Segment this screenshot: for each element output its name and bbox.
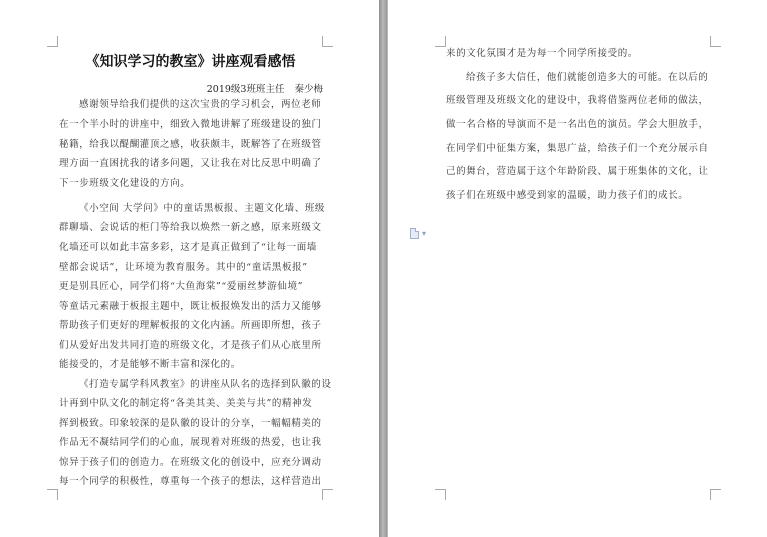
body-line: 帮助孩子们更好的理解板报的文化内涵。所画即所想，孩子 [59,320,322,331]
dropdown-arrow-icon[interactable]: ▾ [422,229,427,238]
body-line: 《打造专属学科风教室》的讲座从队名的选择到队徽的设 [79,379,332,390]
body-line: 们从爱好出发共同打造的班级文化，才是孩子们从心底里所 [59,340,322,351]
body-line: 给孩子多大信任，他们就能创造多大的可能。在以后的 [466,72,709,83]
body-line: 化墙还可以如此丰富多彩，这才是真正做到了“让每一面墙 [59,242,317,253]
body-line: 在同学们中征集方案，集思广益，给孩子们一个充分展示自 [446,143,709,154]
document-title: 《知识学习的教室》讲座观看感悟 [85,54,296,70]
body-line: 在一个半小时的讲座中，细致入微地讲解了班级建设的独门 [59,119,322,130]
body-line: 做一名合格的导演而不是一名出色的演员。学会大胆放手， [446,119,709,130]
document-page-left [0,0,379,537]
body-line: 惊异于孩子们的创造力。在班级文化的创设中，应充分调动 [59,457,322,468]
body-line: 能接受的，才是能够不断丰富和深化的。 [59,359,241,370]
body-line: 己的舞台，营造属于这个年龄阶段、属于班集体的文化，让 [446,166,709,177]
byline-author: 秦少梅 [294,84,323,95]
margin-corner-top-left [47,36,58,47]
body-line: 群聊墙、会说话的柜门等给我以焕然一新之感，原来班级文 [59,222,322,233]
margin-corner-bottom-left [435,489,446,500]
body-line: 理方面一直困扰我的诸多问题，又让我在对比反思中明确了 [59,158,322,169]
body-line: 孩子们在班级中感受到家的温暖，助力孩子们的成长。 [446,190,689,201]
margin-corner-top-right [710,36,721,47]
body-line: 每一个同学的积极性，尊重每一个孩子的想法，这样营造出 [59,476,322,487]
margin-corner-bottom-left [47,489,58,500]
body-line: 等童话元素融于板报主题中，既让板报焕发出的活力又能够 [59,301,322,312]
margin-corner-top-left [435,36,446,47]
page-gutter [379,0,388,537]
body-line: 感谢领导给我们提供的这次宝贵的学习机会，两位老师 [79,99,322,110]
body-line: 秘籍，给我以醍醐灌顶之感，收获颇丰，既解答了在班级管 [59,139,322,150]
body-line: 来的文化氛围才是为每一个同学所接受的。 [446,48,638,59]
byline-class: 2019级3班班主任 [206,84,285,95]
body-line: 《小空间 大学问》中的童话黑板报、主题文化墙、班级 [79,203,326,214]
margin-corner-bottom-right [710,489,721,500]
body-line: 班级管理及班级文化的建设中，我将借鉴两位老师的做法， [446,95,709,106]
margin-corner-bottom-right [322,489,333,500]
body-line: 计再到中队文化的制定将“各美其美、美美与共”的精神发 [59,398,313,409]
document-byline [207,81,323,95]
body-line: 作品无不凝结同学们的心血，展现着对班级的热爱，也让我 [59,437,322,448]
body-line: 下一步班级文化建设的方向。 [59,178,191,189]
document-icon[interactable] [410,228,419,239]
body-line: 更是别具匠心，同学们将“大鱼海棠”“爱丽丝梦游仙境” [59,281,304,292]
margin-corner-top-right [322,36,333,47]
document-page-right [388,0,767,537]
body-line: 挥到极致。印象较深的是队徽的设计的分享，一幅幅精美的 [59,418,322,429]
body-line: 壁都会说话”，让环境为教育服务。其中的“童话黑板报” [59,262,308,273]
